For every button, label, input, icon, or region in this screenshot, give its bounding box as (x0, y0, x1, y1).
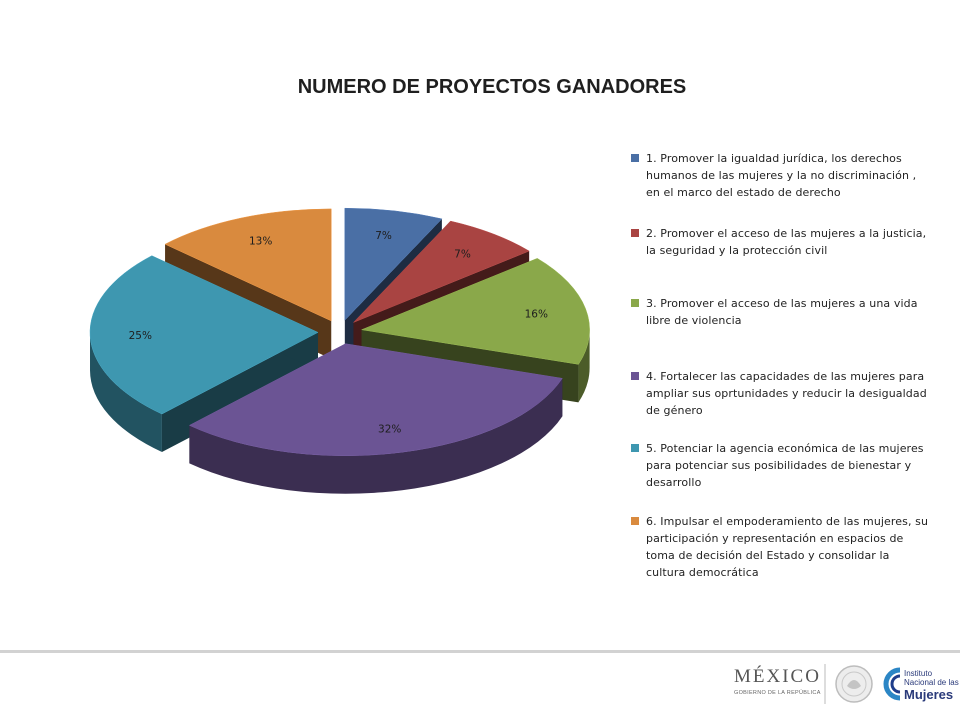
legend-label-6: 6. Impulsar el empoderamiento de las mujeres, su participación y representación en espacios de toma de decisión del Estado y consolidar la cultura democrática (646, 515, 929, 579)
mexico-logo-subtitle: GOBIERNO DE LA REPÚBLICA (734, 690, 821, 696)
footer-logos (726, 660, 960, 710)
legend-swatch-6 (631, 517, 639, 525)
legend-swatch-3 (631, 299, 639, 307)
inmujeres-text-1: Instituto (904, 669, 933, 678)
inmujeres-text-2: Nacional de las (904, 678, 959, 687)
inmujeres-logo-icon (880, 664, 904, 704)
mexico-logo-text: MÉXICO (734, 666, 821, 687)
coat-of-arms-icon (834, 664, 874, 704)
legend-swatch-4 (631, 372, 639, 380)
legend-swatch-2 (631, 229, 639, 237)
inmujeres-text-3: Mujeres (904, 687, 954, 702)
data-label-6: 13% (248, 235, 273, 248)
legend-label-4: 4. Fortalecer las capacidades de las mujeres para ampliar sus oprtunidades y reducir la desigualdad de género (646, 370, 927, 417)
data-label-1: 7% (375, 229, 392, 242)
data-label-5: 25% (128, 330, 152, 343)
legend-swatch-5 (631, 444, 639, 452)
data-label-3: 16% (524, 308, 548, 321)
legend-label-2: 2. Promover el acceso de las mujeres a la justicia, la seguridad y la protección civil (646, 227, 927, 257)
footer-divider (0, 650, 960, 653)
legend-label-3: 3. Promover el acceso de las mujeres a una vida libre de violencia (646, 297, 918, 327)
legend-label-5: 5. Potenciar la agencia económica de las mujeres para potenciar sus posibilidades de bienestar y desarrollo (646, 442, 924, 489)
chart-title: NUMERO DE PROYECTOS GANADORES (297, 76, 687, 98)
logo-separator (822, 664, 828, 704)
legend-label-1: 1. Promover la igualdad jurídica, los derechos humanos de las mujeres y la no discriminación , en el marco del estado de derecho (646, 152, 917, 199)
data-label-2: 7% (454, 248, 471, 261)
data-label-4: 32% (378, 423, 402, 436)
legend-swatch-1 (631, 154, 639, 162)
